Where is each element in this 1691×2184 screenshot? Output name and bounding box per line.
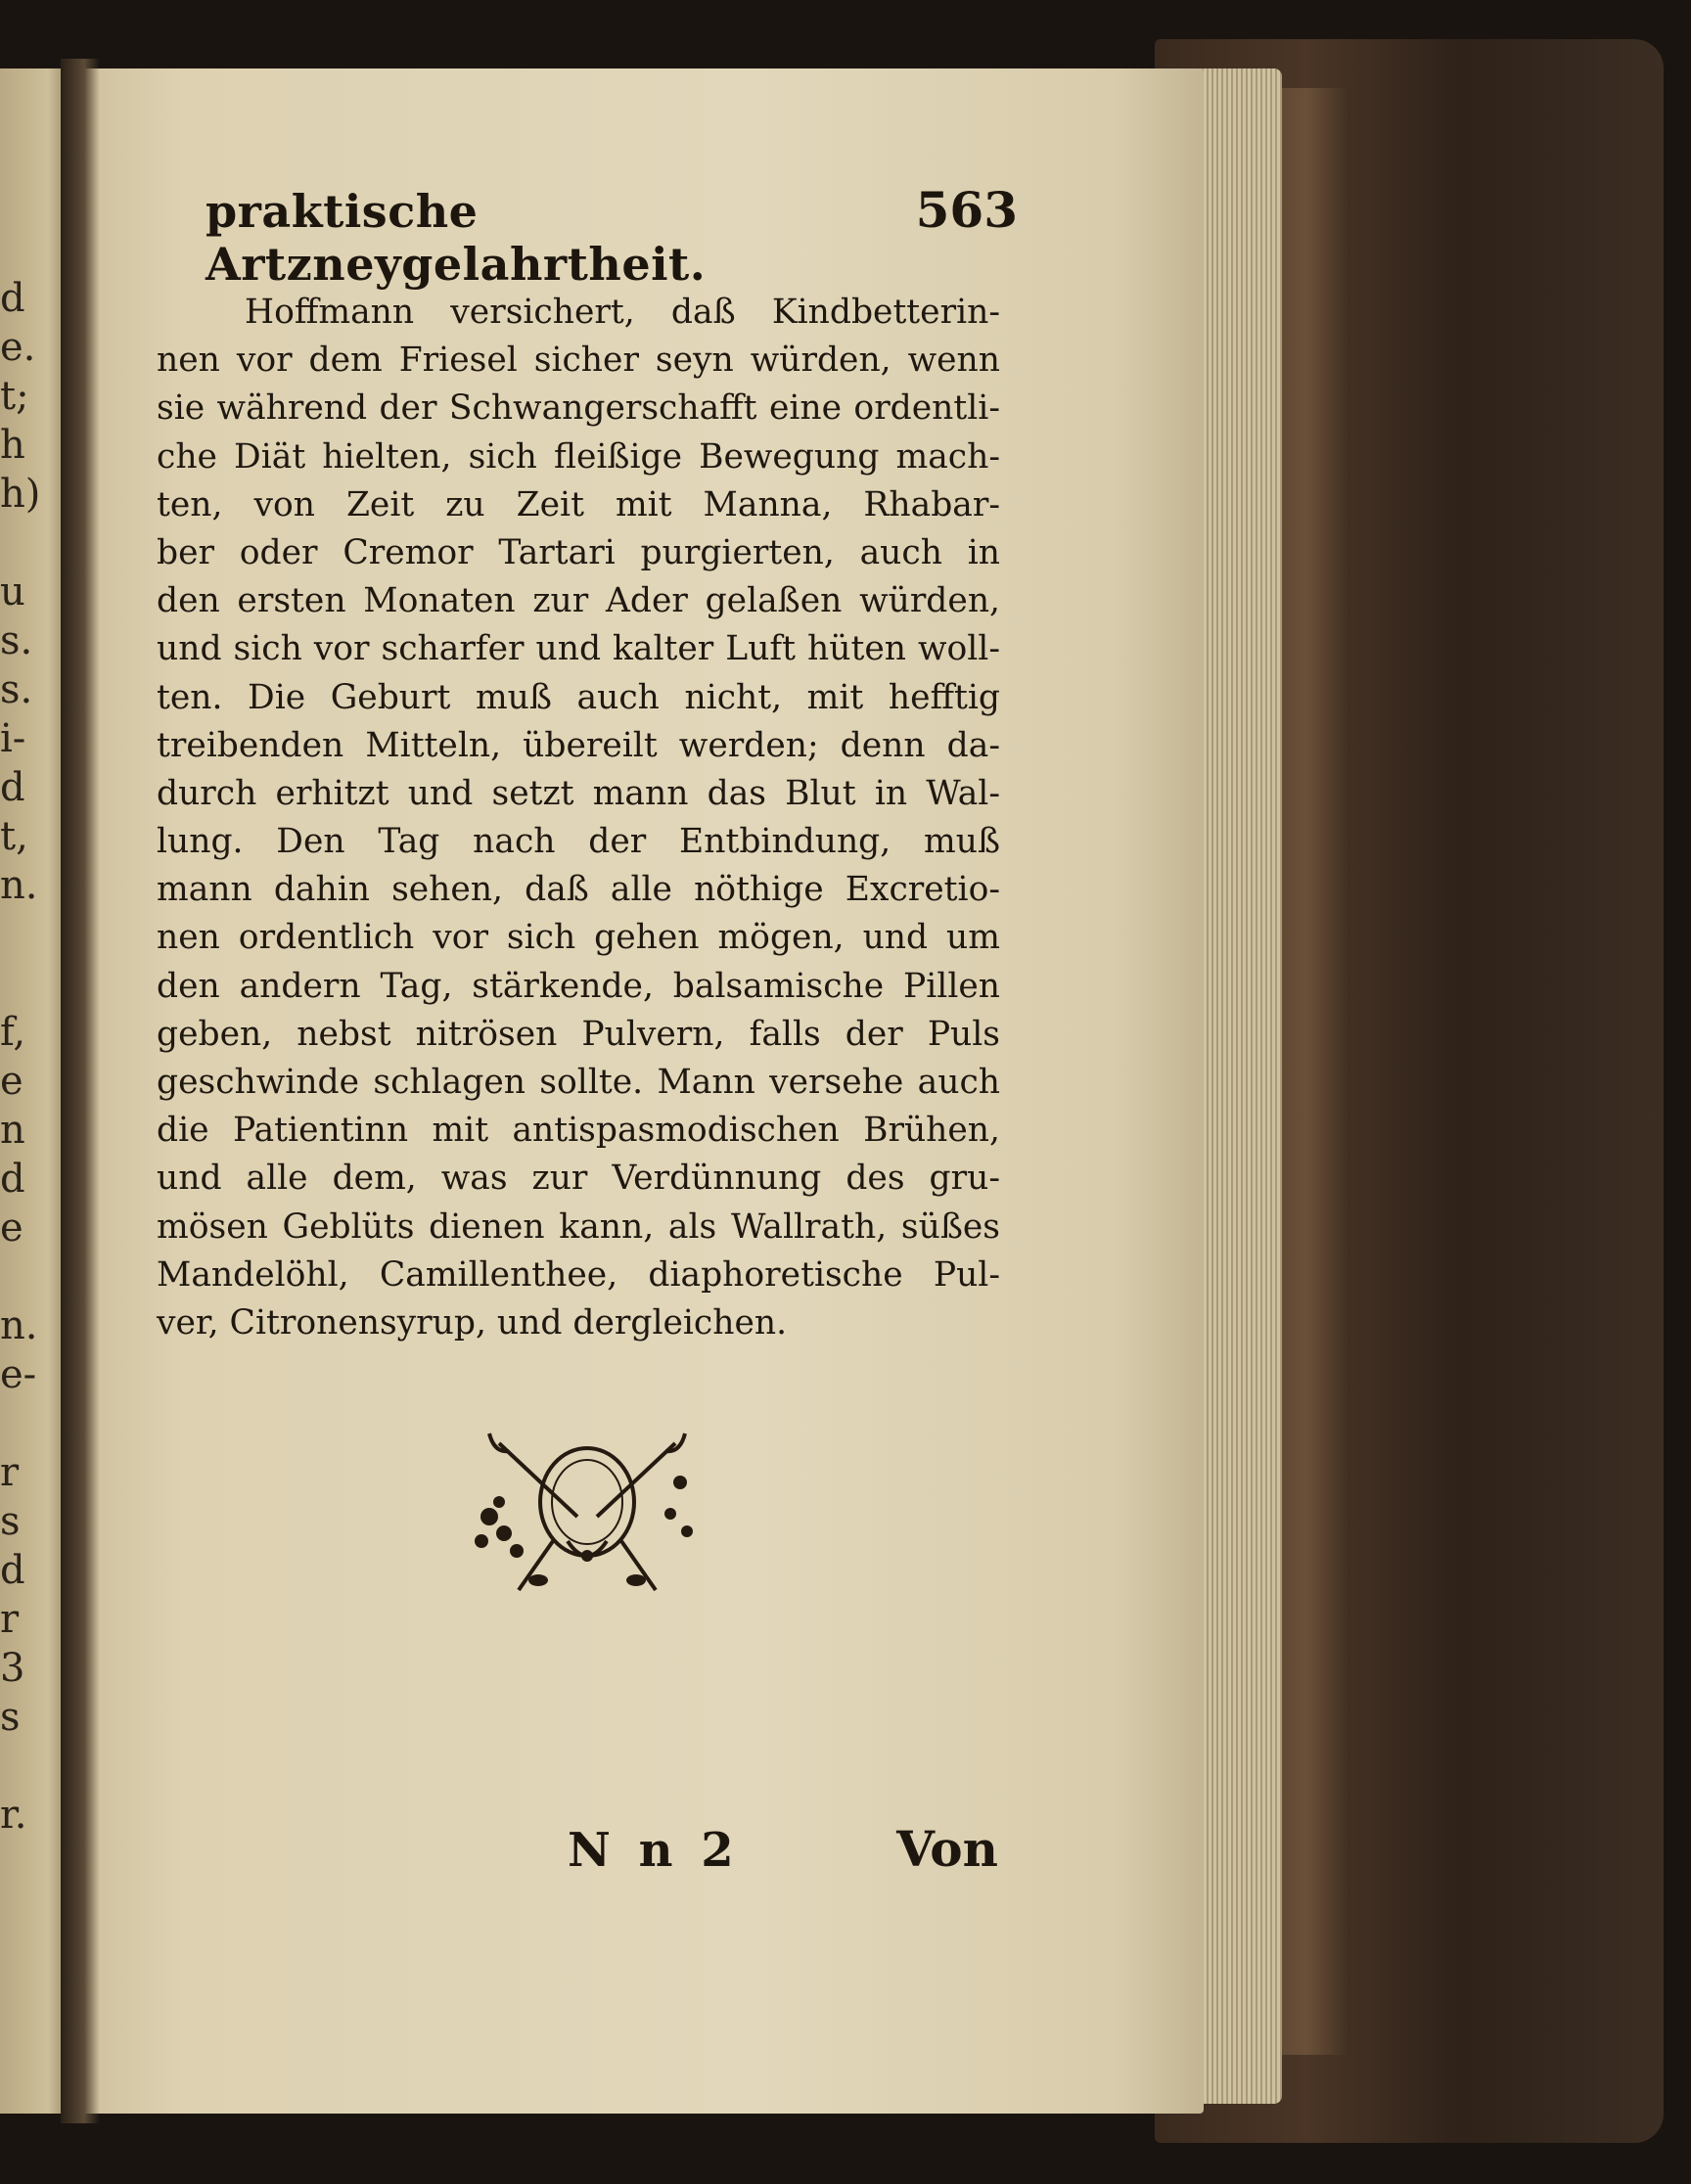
text-line: ver, Citronensyrup, und dergleichen. xyxy=(157,1302,788,1342)
text-line: und alle dem, was zur Verdünnung des gru- xyxy=(157,1159,1000,1199)
text-line: den ersten Monaten zur Ader gelaßen würden, xyxy=(157,581,1000,621)
left-page-fragment: r xyxy=(0,1597,20,1642)
text-line: den andern Tag, stärkende, balsamische Pillen xyxy=(157,966,1000,1006)
signature-mark: N n 2 xyxy=(568,1823,740,1878)
left-page-fragment: f, xyxy=(0,1010,26,1055)
left-page-fragment: s xyxy=(0,1695,21,1740)
left-page-fragment: i- xyxy=(0,716,26,761)
left-page-fragment: h) xyxy=(0,472,41,517)
page-number: 563 xyxy=(915,181,1018,239)
text-line: geben, nebst nitrösen Pulvern, falls der Puls xyxy=(157,1014,1000,1054)
text-line: mösen Geblüts dienen kann, als Wallrath, süßes xyxy=(157,1206,1000,1247)
left-page-fragment: t; xyxy=(0,374,29,419)
left-page-fragment: s. xyxy=(0,618,33,663)
left-page-fragment: t, xyxy=(0,814,28,859)
left-page-fragment: s xyxy=(0,1499,21,1544)
left-page-fragment: u xyxy=(0,569,25,614)
text-line: ber oder Cremor Tartari purgierten, auch in xyxy=(157,532,1000,572)
text-line: nen ordentlich vor sich gehen mögen, und um xyxy=(157,918,1000,958)
left-page-fragment: s. xyxy=(0,667,33,712)
left-page-fragment: r xyxy=(0,1450,20,1495)
text-line: Mandelöhl, Camillenthee, diaphoretische Pul- xyxy=(157,1254,1000,1295)
left-page-text-fragments xyxy=(0,274,59,1840)
left-page-fragment: h xyxy=(0,423,25,468)
body-text xyxy=(157,289,1000,1347)
left-page-fragment: e xyxy=(0,1206,23,1251)
left-page-fragment: r. xyxy=(0,1793,27,1838)
text-line: nen vor dem Friesel sicher seyn würden, wenn xyxy=(157,341,1000,381)
text-line: und sich vor scharfer und kalter Luft hüten woll- xyxy=(157,629,1000,669)
text-line: geschwinde schlagen sollte. Mann versehe auch xyxy=(157,1063,1000,1102)
left-page-fragment: n xyxy=(0,1108,25,1153)
gutter-shadow xyxy=(61,59,100,2123)
running-head-title: praktische Artzneygelahrtheit. xyxy=(206,185,707,291)
text-line: mann dahin sehen, daß alle nöthige Excretio- xyxy=(157,870,1000,910)
left-page-fragment: e- xyxy=(0,1352,37,1397)
left-page-fragment xyxy=(0,959,59,1008)
left-page-fragment xyxy=(0,910,59,959)
left-page-fragment: n. xyxy=(0,863,38,908)
text-line: che Diät hielten, sich fleißige Bewegung mach- xyxy=(157,436,1000,477)
left-page-fragment xyxy=(0,519,59,568)
left-page-fragment: d xyxy=(0,276,25,321)
text-line: sie während der Schwangerschafft eine ordentli- xyxy=(157,388,1000,429)
left-page-fragment: 3 xyxy=(0,1646,25,1691)
text-line: durch erhitzt und setzt mann das Blut in Wal- xyxy=(157,773,1000,813)
running-head xyxy=(206,181,1018,291)
text-line: ten. Die Geburt muß auch nicht, mit hefftig xyxy=(157,677,1000,717)
text-line: die Patientinn mit antispasmodischen Brühen, xyxy=(157,1111,1000,1151)
page-stack-edge xyxy=(1199,68,1282,2104)
left-page-fragment: d xyxy=(0,765,25,810)
left-page-fragment: e. xyxy=(0,325,36,370)
left-page-fragment: d xyxy=(0,1157,25,1202)
catchword: Von xyxy=(896,1820,998,1878)
left-page-fragment: d xyxy=(0,1548,25,1593)
left-page-fragment: e xyxy=(0,1059,23,1104)
text-line: treibenden Mitteln, übereilt werden; denn da- xyxy=(157,725,1000,765)
left-page-fragment xyxy=(0,1399,59,1448)
text-line: Hoffmann versichert, daß Kindbetterin- xyxy=(245,293,1000,332)
text-line: lung. Den Tag nach der Entbindung, muß xyxy=(157,822,1000,862)
tailpiece-ornament-icon xyxy=(460,1424,714,1600)
left-page-fragment xyxy=(0,1252,59,1301)
left-page-fragment xyxy=(0,1742,59,1791)
text-line: ten, von Zeit zu Zeit mit Manna, Rhabar- xyxy=(157,484,1000,524)
page-footer xyxy=(568,1820,998,1888)
left-page-fragment: n. xyxy=(0,1303,38,1348)
